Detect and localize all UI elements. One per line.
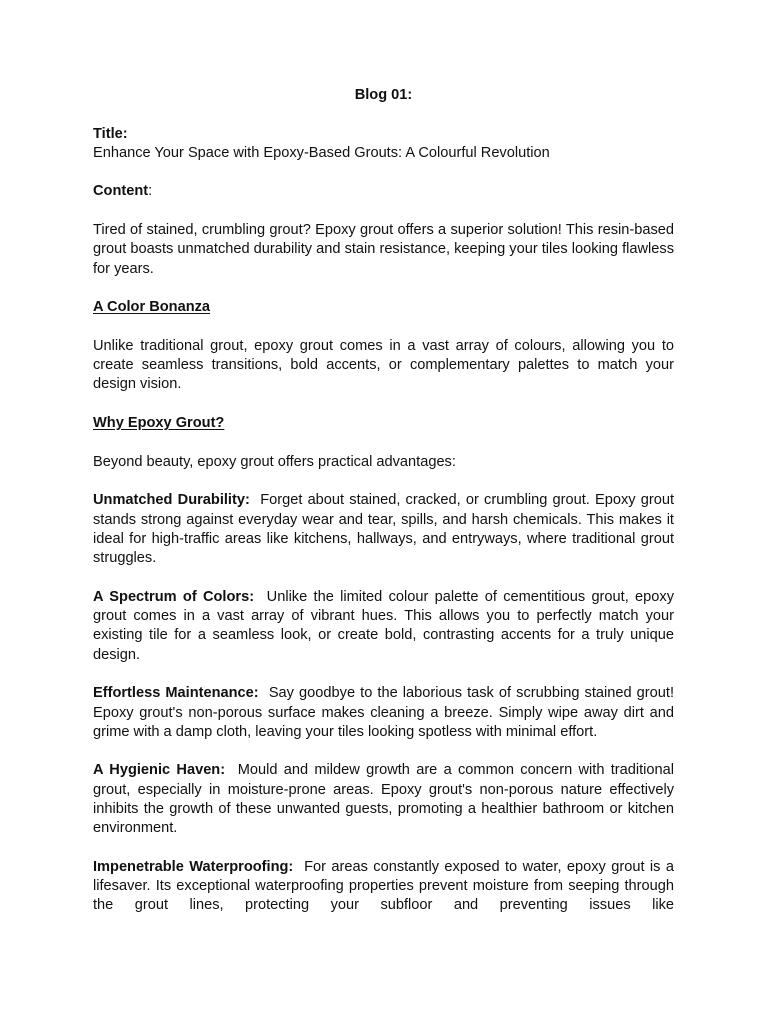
advantage-durability: [93, 491, 674, 568]
advantage-text: Forget about stained, cracked, or crumbling grout. Epoxy grout stands strong against everyday wear and tear, spills, and harsh chemicals. This makes it ideal for high-traffic areas like kitchens, hallways, and entryways, where traditional grout struggles.: [93, 492, 675, 567]
blog-number: Blog 01:: [354, 87, 413, 103]
section-body-why-epoxy: Beyond beauty, epoxy grout offers practical advantages:: [93, 453, 456, 470]
advantage-lead: Unmatched Durability:: [93, 492, 250, 509]
content-colon: :: [148, 183, 153, 200]
spacer: [93, 395, 674, 414]
advantage-text: Mould and mildew growth are a common concern with traditional grout, especially in moisture-prone areas. Epoxy grout's non-porous nature effectively inhibits the growth of these unwanted guests, promoting a healthier bathroom or kitchen environment.: [93, 762, 675, 837]
spacer: [93, 202, 674, 221]
spacer: [93, 742, 674, 761]
spacer: [93, 472, 674, 491]
section-body-color-bonanza: Unlike traditional grout, epoxy grout comes in a vast array of colours, allowing you to create seamless transitions, bold accents, or complementary palettes to match your design vision.: [93, 337, 674, 393]
advantage-waterproofing: [93, 858, 674, 916]
section-heading-why-epoxy: Why Epoxy Grout?: [93, 415, 225, 432]
spacer: [93, 318, 674, 337]
advantage-maintenance: [93, 684, 674, 742]
advantage-hygienic: [93, 761, 674, 838]
advantage-lead: A Spectrum of Colors:: [93, 588, 255, 605]
spacer: [93, 665, 674, 684]
advantage-lead: A Hygienic Haven:: [93, 762, 226, 779]
spacer: [93, 433, 674, 452]
advantage-text: Say goodbye to the laborious task of scrubbing stained grout! Epoxy grout's non-porous surface makes cleaning a breeze. Simply wipe away dirt and grime with a damp cloth, leaving your tiles looking spotless with minimal effort.: [93, 685, 675, 740]
advantage-lead: Effortless Maintenance:: [93, 685, 259, 702]
advantage-text: Unlike the limited colour palette of cementitious grout, epoxy grout comes in a vast array of vibrant hues. This allows you to perfectly match your existing tile for a seamless look, or create bold, contrasting accents for a truly unique design.: [93, 588, 675, 663]
blog-title: Enhance Your Space with Epoxy-Based Grouts: A Colourful Revolution: [93, 144, 550, 161]
advantage-text: For areas constantly exposed to water, epoxy grout is a lifesaver. Its exceptional waterproofing properties prevent moisture from seeping through the grout lines, protecting your subfloor and preventing issues like: [93, 858, 674, 914]
spacer: [93, 279, 674, 298]
document-page: [93, 86, 674, 916]
advantage-colors: [93, 588, 674, 665]
section-heading-color-bonanza: A Color Bonanza: [93, 299, 211, 316]
spacer: [93, 568, 674, 587]
title-label: Title:: [93, 125, 128, 142]
spacer: [93, 839, 674, 858]
intro-paragraph: Tired of stained, crumbling grout? Epoxy grout offers a superior solution! This resin-based grout boasts unmatched durability and stain resistance, keeping your tiles looking flawless for years.: [93, 222, 674, 277]
content-label-line: [93, 182, 674, 201]
spacer: [93, 163, 674, 182]
content-label: Content: [93, 183, 149, 200]
advantage-lead: Impenetrable Waterproofing:: [93, 858, 294, 875]
